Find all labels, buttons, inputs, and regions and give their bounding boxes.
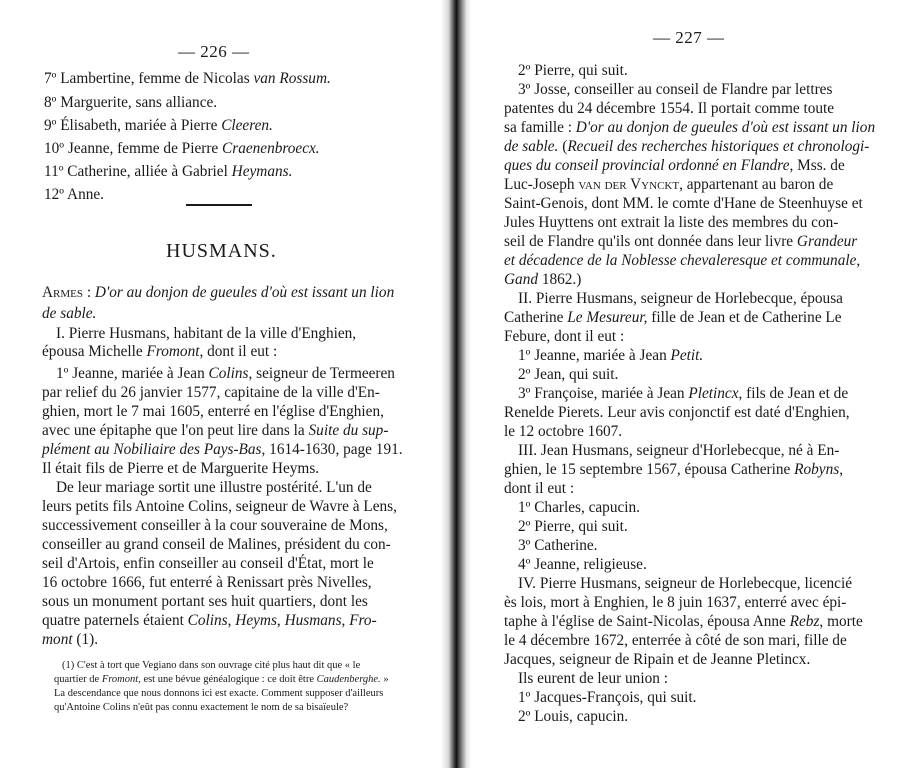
text-line: et décadence de la Noblesse chevaleresque et communale, xyxy=(504,252,861,269)
list-item: 9º Élisabeth, mariée à Pierre Cleeren. xyxy=(44,117,273,134)
list-item: 11º Catherine, alliée à Gabriel Heymans. xyxy=(44,163,293,180)
text-line: III. Jean Husmans, seigneur d'Horlebecque, né à En- xyxy=(518,442,840,459)
text-line: sous un monument portant ses huit quartiers, dont les xyxy=(42,593,368,610)
text-line: par relief du 26 janvier 1577, capitaine de la ville d'En- xyxy=(42,384,380,401)
text-line: I. Pierre Husmans, habitant de la ville d'Enghien, xyxy=(56,325,357,342)
text-line: seil d'Artois, enfin conseiller au conseil d'État, mort le xyxy=(42,555,374,572)
text-line: 3º Françoise, mariée à Jean Pletincx, fils de Jean et de xyxy=(518,385,849,402)
footnote-line: La descendance que nous donnons ici est exacte. Comment supposer d'ailleurs xyxy=(54,688,384,699)
text-line: dont il eut : xyxy=(504,480,575,497)
text-line: Renelde Pierets. Leur avis conjonctif est daté d'Enghien, xyxy=(504,404,850,421)
arms-line: de sable. xyxy=(42,305,97,322)
text-line: de sable. (Recueil des recherches historiques et chronologi- xyxy=(504,138,870,155)
text-line: plément au Nobiliaire des Pays-Bas, 1614-1630, page 191. xyxy=(42,441,403,458)
list-item: 12º Anne. xyxy=(44,186,104,203)
text-line: ques du conseil provincial ordonné en Flandre, Mss. de xyxy=(504,157,845,174)
text-line: 1º Jeanne, mariée à Jean Colins, seigneur de Termeeren xyxy=(56,365,395,382)
text-line: le 12 octobre 1607. xyxy=(504,423,623,440)
text-line: Saint-Genois, dont MM. le comte d'Hane de Steenhuyse et xyxy=(504,195,863,212)
text-line: ès lois, mort à Enghien, le 8 juin 1637, enterré avec épi- xyxy=(504,594,847,611)
text-line: 2º Jean, qui suit. xyxy=(518,366,619,383)
text-line: ghien, mort le 7 mai 1605, enterré en l'église d'Enghien, xyxy=(42,403,384,420)
text-line: avec une épitaphe que l'on peut lire dans la Suite du sup- xyxy=(42,422,389,439)
section-heading: HUSMANS. xyxy=(166,240,277,262)
text-line: 3º Josse, conseiller au conseil de Flandre par lettres xyxy=(518,81,833,98)
text-line: Jacques, seigneur de Ripain et de Jeanne Pletincx. xyxy=(504,651,811,668)
footnote-line: (1) C'est à tort que Vegiano dans son ouvrage cité plus haut dit que « le xyxy=(62,660,361,671)
text-line: patentes du 24 décembre 1554. Il portait comme toute xyxy=(504,100,835,117)
text-line: Catherine Le Mesureur, fille de Jean et de Catherine Le xyxy=(504,309,842,326)
text-line: sa famille : D'or au donjon de gueules d'où est issant un lion xyxy=(504,119,876,136)
text-line: Ils eurent de leur union : xyxy=(518,670,668,687)
text-line: 3º Catherine. xyxy=(518,537,598,554)
text-line: quatre paternels étaient Colins, Heyms, Husmans, Fro- xyxy=(42,612,377,629)
footnote-line: qu'Antoine Colins n'eût pas connu exactement le nom de sa bisaïeule? xyxy=(54,702,349,713)
text-line: 16 octobre 1666, fut enterré à Renissart près Nivelles, xyxy=(42,574,372,591)
footnote-line: quartier de Fromont, est une bévue généalogique : ce doit être Caudenberghe. » xyxy=(54,674,389,685)
text-line: leurs petits fils Antoine Colins, seigneur de Wavre à Lens, xyxy=(42,498,397,515)
page-number-226: — 226 — xyxy=(178,42,250,61)
book-gutter xyxy=(441,0,471,768)
text-line: seil de Flandre qu'ils ont donnée dans leur livre Grandeur xyxy=(504,233,858,250)
text-line: Gand 1862.) xyxy=(504,271,582,288)
text-line: taphe à l'église de Saint-Nicolas, épousa Anne Rebz, morte xyxy=(504,613,863,630)
text-line: 2º Louis, capucin. xyxy=(518,708,629,725)
text-line: II. Pierre Husmans, seigneur de Horlebecque, épousa xyxy=(518,290,843,307)
text-line: 1º Charles, capucin. xyxy=(518,499,640,516)
text-line: 1º Jeanne, mariée à Jean Petit. xyxy=(518,347,704,364)
text-line: IV. Pierre Husmans, seigneur de Horlebecque, licencié xyxy=(518,575,853,592)
text-line: mont (1). xyxy=(42,631,99,648)
text-line: Febure, dont il eut : xyxy=(504,328,625,345)
text-line: épousa Michelle Fromont, dont il eut : xyxy=(42,343,278,360)
text-line: Jules Huyttens ont extrait la liste des membres du con- xyxy=(504,214,839,231)
text-line: ghien, le 15 septembre 1567, épousa Catherine Robyns, xyxy=(504,461,844,478)
text-line: 2º Pierre, qui suit. xyxy=(518,62,628,79)
list-item: 8º Marguerite, sans alliance. xyxy=(44,94,218,111)
left-page xyxy=(0,0,441,768)
text-line: 1º Jacques-François, qui suit. xyxy=(518,689,697,706)
section-divider xyxy=(186,204,252,206)
text-line: successivement conseiller à la cour souveraine de Mons, xyxy=(42,517,388,534)
text-line: Il était fils de Pierre et de Marguerite Heyms. xyxy=(42,460,320,477)
text-line: le 4 décembre 1672, enterrée à côté de son mari, fille de xyxy=(504,632,847,649)
text-line: conseiller au grand conseil de Malines, président du con- xyxy=(42,536,391,553)
list-item: 10º Jeanne, femme de Pierre Craenenbroecx. xyxy=(44,140,320,157)
arms-line: Armes : D'or au donjon de gueules d'où est issant un lion xyxy=(42,284,395,301)
text-line: Luc-Joseph van der Vynckt, appartenant au baron de xyxy=(504,176,834,193)
text-line: De leur mariage sortit une illustre postérité. L'un de xyxy=(56,479,372,496)
text-line: 4º Jeanne, religieuse. xyxy=(518,556,647,573)
list-item: 7º Lambertine, femme de Nicolas van Rossum. xyxy=(44,70,331,87)
page-number-227: — 227 — xyxy=(653,28,725,47)
text-line: 2º Pierre, qui suit. xyxy=(518,518,628,535)
right-page xyxy=(471,0,922,768)
